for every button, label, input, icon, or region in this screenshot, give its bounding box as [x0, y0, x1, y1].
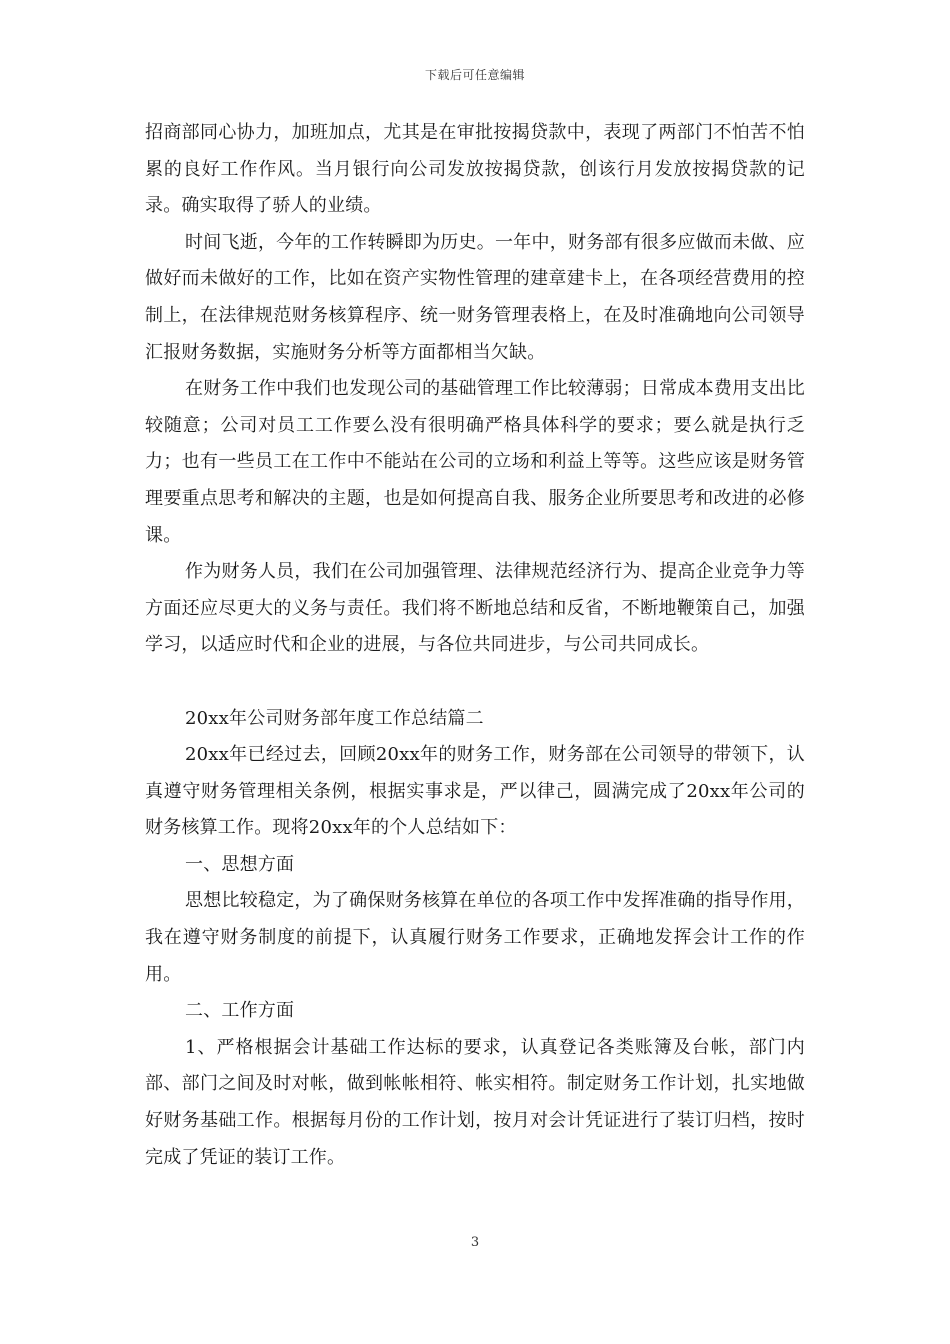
page-header-note: 下载后可任意编辑 [424, 68, 525, 82]
section-title: 20xx年公司财务部年度工作总结篇二 [185, 707, 484, 729]
page-number: 3 [470, 1235, 480, 1250]
document-body [145, 115, 805, 1176]
spacer [145, 664, 805, 701]
paragraph-thought: 思想比较稳定，为了确保财务核算在单位的各项工作中发挥准确的指导作用，我在遵守财务制度的前提下，认真履行财务工作要求，正确地发挥会计工作的作用。 [145, 890, 805, 985]
heading-thought: 一、思想方面 [185, 853, 295, 875]
paragraph-findings: 在财务工作中我们也发现公司的基础管理工作比较薄弱；日常成本费用支出比较随意；公司对员工工作要么没有很明确严格具体科学的要求；要么就是执行乏力；也有一些员工在工作中不能站在公司的立场和利益上等等。这些应该是财务管理要重点思考和解决的主题，也是如何提高自我、服务企业所要思考和改进的必修课。 [145, 378, 805, 546]
paragraph-shortcomings: 时间飞逝，今年的工作转瞬即为历史。一年中，财务部有很多应做而未做、应做好而未做好的工作，比如在资产实物性管理的建章建卡上，在各项经营费用的控制上，在法律规范财务核算程序、统一财务管理表格上，在及时准确地向公司领导汇报财务数据，实施财务分析等方面都相当欠缺。 [145, 231, 805, 363]
paragraph-conclusion: 作为财务人员，我们在公司加强管理、法律规范经济行为、提高企业竞争力等方面还应尽更大的义务与责任。我们将不断地总结和反省，不断地鞭策自己，加强学习，以适应时代和企业的进展，与各位共同进步，与公司共同成长。 [145, 561, 805, 656]
heading-work: 二、工作方面 [185, 1000, 295, 1022]
paragraph-work-item-1: 1、严格根据会计基础工作达标的要求，认真登记各类账簿及台帐，部门内部、部门之间及时对帐，做到帐帐相符、帐实相符。制定财务工作计划，扎实地做好财务基础工作。根据每月份的工作计划，按月对会计凭证进行了装订归档，按时完成了凭证的装订工作。 [145, 1036, 805, 1168]
section-intro: 20xx年已经过去，回顾20xx年的财务工作，财务部在公司领导的带领下，认真遵守财务管理相关条例，根据实事求是，严以律己，圆满完成了20xx年公司的财务核算工作。现将20xx年的个人总结如下： [145, 744, 805, 839]
paragraph-continuation: 招商部同心协力，加班加点，尤其是在审批按揭贷款中，表现了两部门不怕苦不怕累的良好工作作风。当月银行向公司发放按揭贷款，创该行月发放按揭贷款的记录。确实取得了骄人的业绩。 [145, 122, 805, 217]
